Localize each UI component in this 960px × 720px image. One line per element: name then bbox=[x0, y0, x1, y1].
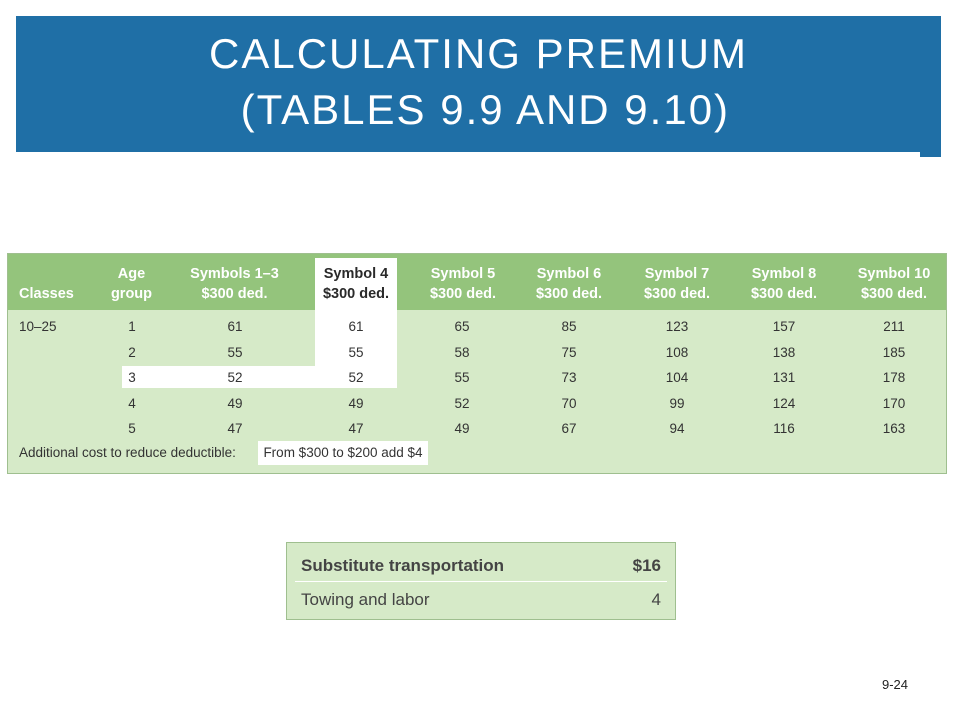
slide-title-line-2: (TABLES 9.9 AND 9.10) bbox=[226, 86, 731, 133]
row-4-symbols-1-3: 49 bbox=[227, 396, 243, 411]
row-1-symbols-1-3: 61 bbox=[227, 319, 243, 334]
row-5-symbol-8: 116 bbox=[773, 421, 795, 436]
header-symbols-1-3 bbox=[177, 264, 292, 304]
row-4-symbol-7: 99 bbox=[669, 396, 685, 411]
row-3-symbol-7: 104 bbox=[665, 370, 689, 385]
header-symbol-8-line-2: $300 ded. bbox=[750, 286, 818, 302]
row-5-symbol-4: 47 bbox=[348, 421, 364, 436]
header-symbol-4-line-1: Symbol 4 bbox=[323, 266, 389, 282]
header-symbol-6-line-1: Symbol 6 bbox=[536, 266, 602, 282]
extras-row-2-value: 4 bbox=[651, 590, 661, 609]
row-4-symbol-5: 52 bbox=[454, 396, 470, 411]
row-5-symbols-1-3: 47 bbox=[227, 421, 243, 436]
extras-separator bbox=[295, 581, 667, 582]
row-1-symbol-7: 123 bbox=[665, 319, 689, 334]
row-5-symbol-6: 67 bbox=[561, 421, 577, 436]
header-symbol-10-line-2: $300 ded. bbox=[860, 286, 928, 302]
title-accent bbox=[920, 136, 941, 157]
row-1-symbol-10: 211 bbox=[883, 319, 905, 334]
row-1-class: 10–25 bbox=[19, 319, 57, 334]
header-symbol-10 bbox=[846, 264, 942, 304]
header-classes: Classes bbox=[19, 286, 74, 302]
row-5-symbol-10: 163 bbox=[882, 421, 906, 436]
header-symbol-8-line-1: Symbol 8 bbox=[751, 266, 817, 282]
extras-row-1 bbox=[301, 552, 661, 580]
extras-row-2 bbox=[301, 586, 661, 614]
header-symbol-6-line-2: $300 ded. bbox=[535, 286, 603, 302]
row-3-symbol-4: 52 bbox=[348, 370, 364, 385]
row-2-symbol-10: 185 bbox=[882, 345, 906, 360]
deductible-footer-value: From $300 to $200 add $4 bbox=[258, 441, 428, 465]
extras-row-2-label: Towing and labor bbox=[301, 590, 430, 609]
row-4-symbol-8: 124 bbox=[772, 396, 796, 411]
row-2-symbol-7: 108 bbox=[665, 345, 689, 360]
row-4-symbol-4: 49 bbox=[348, 396, 364, 411]
row-2-symbol-6: 75 bbox=[561, 345, 577, 360]
row-4-symbol-6: 70 bbox=[561, 396, 577, 411]
header-symbol-4-line-2: $300 ded. bbox=[322, 286, 390, 302]
header-symbol-6 bbox=[524, 264, 614, 304]
extras-table bbox=[286, 542, 676, 620]
row-2-symbol-5: 58 bbox=[454, 345, 470, 360]
header-symbol-5-line-1: Symbol 5 bbox=[430, 266, 496, 282]
slide-title-line-1: CALCULATING PREMIUM bbox=[209, 30, 748, 77]
header-symbol-7-line-1: Symbol 7 bbox=[644, 266, 710, 282]
row-2-symbol-8: 138 bbox=[772, 345, 796, 360]
row-4-age: 4 bbox=[128, 396, 136, 411]
row-4-symbol-10: 170 bbox=[882, 396, 906, 411]
header-symbol-7 bbox=[632, 264, 722, 304]
header-symbol-10-line-1: Symbol 10 bbox=[857, 266, 931, 282]
header-symbol-8 bbox=[739, 264, 829, 304]
row-1-symbol-5: 65 bbox=[454, 319, 470, 334]
row-1-symbol-8: 157 bbox=[772, 319, 796, 334]
row-1-symbol-6: 85 bbox=[561, 319, 577, 334]
premium-rates-table bbox=[7, 253, 947, 474]
header-symbols-1-3-line-1: Symbols 1–3 bbox=[190, 266, 279, 282]
header-symbols-1-3-line-2: $300 ded. bbox=[201, 286, 268, 302]
header-symbol-5-line-2: $300 ded. bbox=[429, 286, 497, 302]
header-symbol-7-line-2: $300 ded. bbox=[643, 286, 711, 302]
row-2-age: 2 bbox=[128, 345, 136, 360]
header-age-group-line-1: Age bbox=[117, 266, 146, 282]
row-3-symbols-1-3: 52 bbox=[227, 370, 243, 385]
extras-row-1-value: $16 bbox=[632, 556, 661, 575]
header-symbol-5 bbox=[418, 264, 508, 304]
extras-row-1-label: Substitute transportation bbox=[301, 556, 505, 575]
row-3-age: 3 bbox=[128, 370, 136, 385]
row-5-symbol-7: 94 bbox=[669, 421, 685, 436]
header-symbol-4 bbox=[313, 264, 399, 304]
row-5-age: 5 bbox=[128, 421, 136, 436]
row-3-symbol-8: 131 bbox=[772, 370, 796, 385]
row-3-symbol-6: 73 bbox=[561, 370, 577, 385]
row-2-symbol-4: 55 bbox=[348, 345, 364, 360]
page-number: 9-24 bbox=[882, 677, 909, 692]
row-2-symbols-1-3: 55 bbox=[227, 345, 243, 360]
slide-title bbox=[16, 26, 941, 138]
header-age-group-line-2: group bbox=[110, 286, 153, 302]
row-3-symbol-10: 178 bbox=[882, 370, 906, 385]
row-1-age: 1 bbox=[128, 319, 136, 334]
row-1-symbol-4: 61 bbox=[348, 319, 364, 334]
deductible-footer-label: Additional cost to reduce deductible: bbox=[19, 445, 236, 460]
header-age-group bbox=[104, 264, 159, 304]
row-5-symbol-5: 49 bbox=[454, 421, 470, 436]
row-3-symbol-5: 55 bbox=[454, 370, 470, 385]
